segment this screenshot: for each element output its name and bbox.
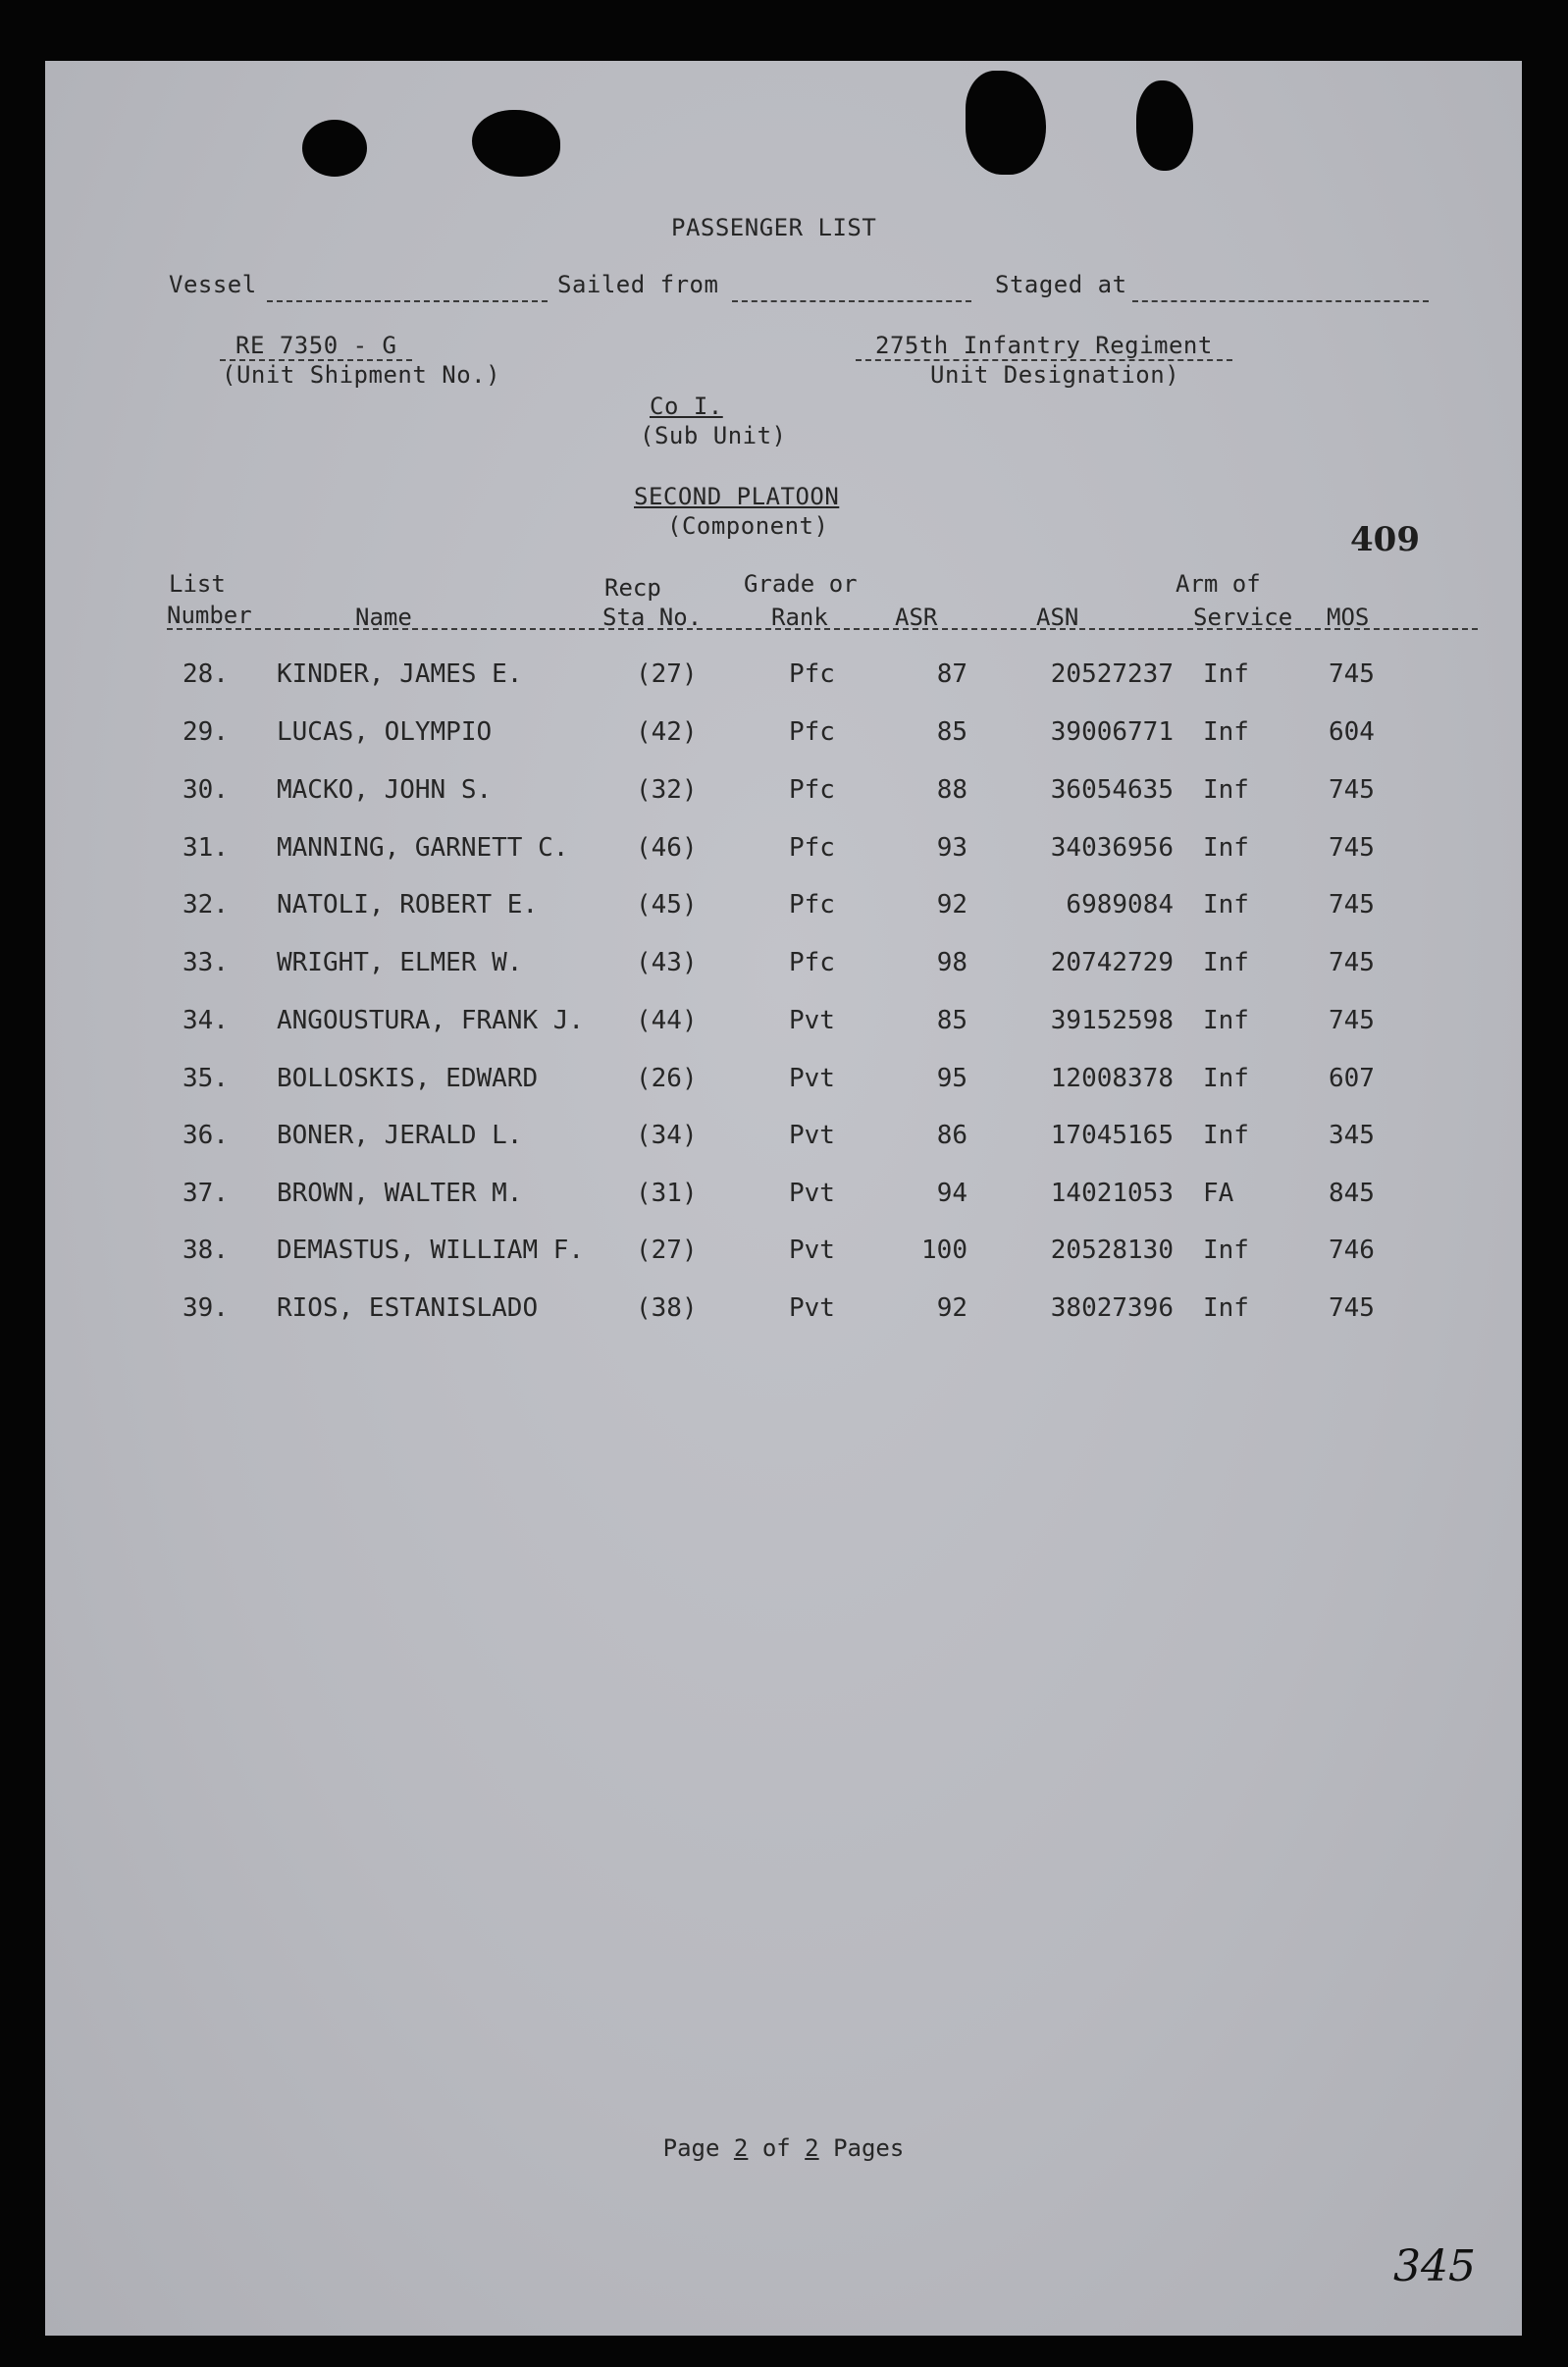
asn: 20528130	[1050, 1236, 1174, 1265]
asr: 87	[936, 659, 967, 689]
arm-of-service: Inf	[1203, 659, 1249, 689]
unit-designation: 275th Infantry Regiment	[856, 332, 1232, 361]
asn: 38027396	[1050, 1293, 1174, 1323]
table-row	[45, 1179, 1522, 1218]
list-number: 36.	[183, 1121, 229, 1150]
station-number: (34)	[636, 1121, 698, 1150]
arm-of-service: Inf	[1203, 775, 1249, 805]
passenger-name: NATOLI, ROBERT E.	[277, 890, 539, 920]
arm-of-service: Inf	[1203, 1293, 1249, 1323]
list-number: 35.	[183, 1064, 229, 1093]
grade: Pvt	[789, 1006, 835, 1035]
passenger-name: KINDER, JAMES E.	[277, 659, 523, 689]
passenger-name: ANGOUSTURA, FRANK J.	[277, 1006, 585, 1035]
document-title: PASSENGER LIST	[671, 214, 877, 241]
passenger-name: WRIGHT, ELMER W.	[277, 948, 523, 977]
asn: 12008378	[1050, 1064, 1174, 1093]
grade: Pvt	[789, 1064, 835, 1093]
col-list-number: Number	[167, 602, 252, 629]
mos: 745	[1329, 659, 1375, 689]
footer-of-word: of	[761, 2134, 791, 2162]
mos: 845	[1329, 1179, 1375, 1208]
arm-of-service: Inf	[1203, 890, 1249, 920]
passenger-name: DEMASTUS, WILLIAM F.	[277, 1236, 585, 1265]
punch-hole-left	[302, 120, 367, 177]
station-number: (32)	[636, 775, 698, 805]
passenger-name: BOLLOSKIS, EDWARD	[277, 1064, 539, 1093]
grade: Pfc	[789, 833, 835, 863]
asr: 88	[936, 775, 967, 805]
station-number: (42)	[636, 717, 698, 747]
vessel-blank	[267, 300, 548, 302]
table-row	[45, 659, 1522, 699]
table-row	[45, 1121, 1522, 1160]
grade: Pvt	[789, 1179, 835, 1208]
table-row	[45, 775, 1522, 815]
asn: 6989084	[1066, 890, 1174, 920]
station-number: (44)	[636, 1006, 698, 1035]
punch-hole-torn	[966, 71, 1046, 175]
asr: 95	[936, 1064, 967, 1093]
asn: 20742729	[1050, 948, 1174, 977]
asr: 100	[921, 1236, 967, 1265]
station-number: (43)	[636, 948, 698, 977]
passenger-name: RIOS, ESTANISLADO	[277, 1293, 539, 1323]
staged-at-label: Staged at	[995, 271, 1127, 298]
passenger-name: MANNING, GARNETT C.	[277, 833, 569, 863]
table-row	[45, 833, 1522, 872]
station-number: (31)	[636, 1179, 698, 1208]
list-number: 30.	[183, 775, 229, 805]
asn: 14021053	[1050, 1179, 1174, 1208]
col-recp-station: Sta No.	[602, 604, 703, 631]
table-row	[45, 717, 1522, 757]
component-label: (Component)	[667, 512, 829, 540]
sailed-from-blank	[732, 300, 971, 302]
arm-of-service: Inf	[1203, 1006, 1249, 1035]
mos: 746	[1329, 1236, 1375, 1265]
table-row	[45, 890, 1522, 929]
vessel-label: Vessel	[169, 271, 257, 298]
header-rule	[167, 628, 1478, 630]
asr: 85	[936, 717, 967, 747]
sub-unit: Co I.	[650, 393, 723, 420]
arm-of-service: Inf	[1203, 833, 1249, 863]
grade: Pfc	[789, 659, 835, 689]
asn: 20527237	[1050, 659, 1174, 689]
footer-pages-word: Pages	[833, 2134, 905, 2162]
unit-shipment-number: RE 7350 - G	[220, 332, 412, 361]
col-asn: ASN	[1036, 604, 1079, 631]
handwritten-number: 345	[1393, 2241, 1476, 2291]
asn: 36054635	[1050, 775, 1174, 805]
col-name: Name	[355, 604, 412, 631]
mos: 345	[1329, 1121, 1375, 1150]
mos: 607	[1329, 1064, 1375, 1093]
arm-of-service: FA	[1203, 1179, 1234, 1208]
col-recp-top: Recp	[604, 574, 661, 602]
list-number: 34.	[183, 1006, 229, 1035]
grade: Pvt	[789, 1236, 835, 1265]
punch-hole-right	[1136, 80, 1193, 171]
mos: 745	[1329, 1006, 1375, 1035]
mos: 745	[1329, 775, 1375, 805]
asn: 34036956	[1050, 833, 1174, 863]
passenger-name: LUCAS, OLYMPIO	[277, 717, 493, 747]
table-row	[45, 1293, 1522, 1333]
unit-designation-label: Unit Designation)	[930, 361, 1180, 389]
grade: Pvt	[789, 1293, 835, 1323]
mos: 745	[1329, 948, 1375, 977]
asn: 39006771	[1050, 717, 1174, 747]
col-arm-service: Service	[1193, 604, 1293, 631]
page-footer	[45, 2134, 1522, 2162]
unit-shipment-label: (Unit Shipment No.)	[222, 361, 501, 389]
footer-current-page: 2	[733, 2134, 749, 2162]
grade: Pvt	[789, 1121, 835, 1150]
arm-of-service: Inf	[1203, 1121, 1249, 1150]
col-grade-rank: Rank	[771, 604, 828, 631]
asr: 93	[936, 833, 967, 863]
arm-of-service: Inf	[1203, 717, 1249, 747]
col-asr: ASR	[895, 604, 938, 631]
table-row	[45, 1236, 1522, 1275]
asr: 92	[936, 890, 967, 920]
passenger-name: BROWN, WALTER M.	[277, 1179, 523, 1208]
asr: 86	[936, 1121, 967, 1150]
mos: 745	[1329, 833, 1375, 863]
station-number: (46)	[636, 833, 698, 863]
station-number: (26)	[636, 1064, 698, 1093]
grade: Pfc	[789, 890, 835, 920]
sailed-from-label: Sailed from	[557, 271, 719, 298]
asr: 98	[936, 948, 967, 977]
passenger-name: BONER, JERALD L.	[277, 1121, 523, 1150]
stamp-number: 409	[1350, 520, 1420, 559]
grade: Pfc	[789, 948, 835, 977]
list-number: 33.	[183, 948, 229, 977]
station-number: (38)	[636, 1293, 698, 1323]
list-number: 37.	[183, 1179, 229, 1208]
component: SECOND PLATOON	[634, 483, 840, 510]
sub-unit-label: (Sub Unit)	[640, 422, 787, 449]
station-number: (27)	[636, 1236, 698, 1265]
footer-page-word: Page	[662, 2134, 720, 2162]
asr: 92	[936, 1293, 967, 1323]
grade: Pfc	[789, 717, 835, 747]
station-number: (27)	[636, 659, 698, 689]
table-row	[45, 1006, 1522, 1045]
mos: 745	[1329, 890, 1375, 920]
col-grade-top: Grade or	[744, 570, 858, 598]
mos: 604	[1329, 717, 1375, 747]
grade: Pfc	[789, 775, 835, 805]
arm-of-service: Inf	[1203, 948, 1249, 977]
list-number: 32.	[183, 890, 229, 920]
footer-total-pages: 2	[805, 2134, 819, 2162]
col-mos: MOS	[1327, 604, 1370, 631]
table-row	[45, 948, 1522, 987]
station-number: (45)	[636, 890, 698, 920]
list-number: 28.	[183, 659, 229, 689]
asn: 17045165	[1050, 1121, 1174, 1150]
passenger-name: MACKO, JOHN S.	[277, 775, 493, 805]
list-number: 39.	[183, 1293, 229, 1323]
document-page	[45, 61, 1522, 2336]
arm-of-service: Inf	[1203, 1236, 1249, 1265]
staged-at-blank	[1132, 300, 1429, 302]
table-row	[45, 1064, 1522, 1103]
arm-of-service: Inf	[1203, 1064, 1249, 1093]
asr: 94	[936, 1179, 967, 1208]
col-list-number-top: List	[169, 570, 226, 598]
list-number: 38.	[183, 1236, 229, 1265]
punch-hole-center	[472, 110, 560, 177]
list-number: 31.	[183, 833, 229, 863]
mos: 745	[1329, 1293, 1375, 1323]
asr: 85	[936, 1006, 967, 1035]
col-arm-top: Arm of	[1176, 570, 1261, 598]
asn: 39152598	[1050, 1006, 1174, 1035]
list-number: 29.	[183, 717, 229, 747]
